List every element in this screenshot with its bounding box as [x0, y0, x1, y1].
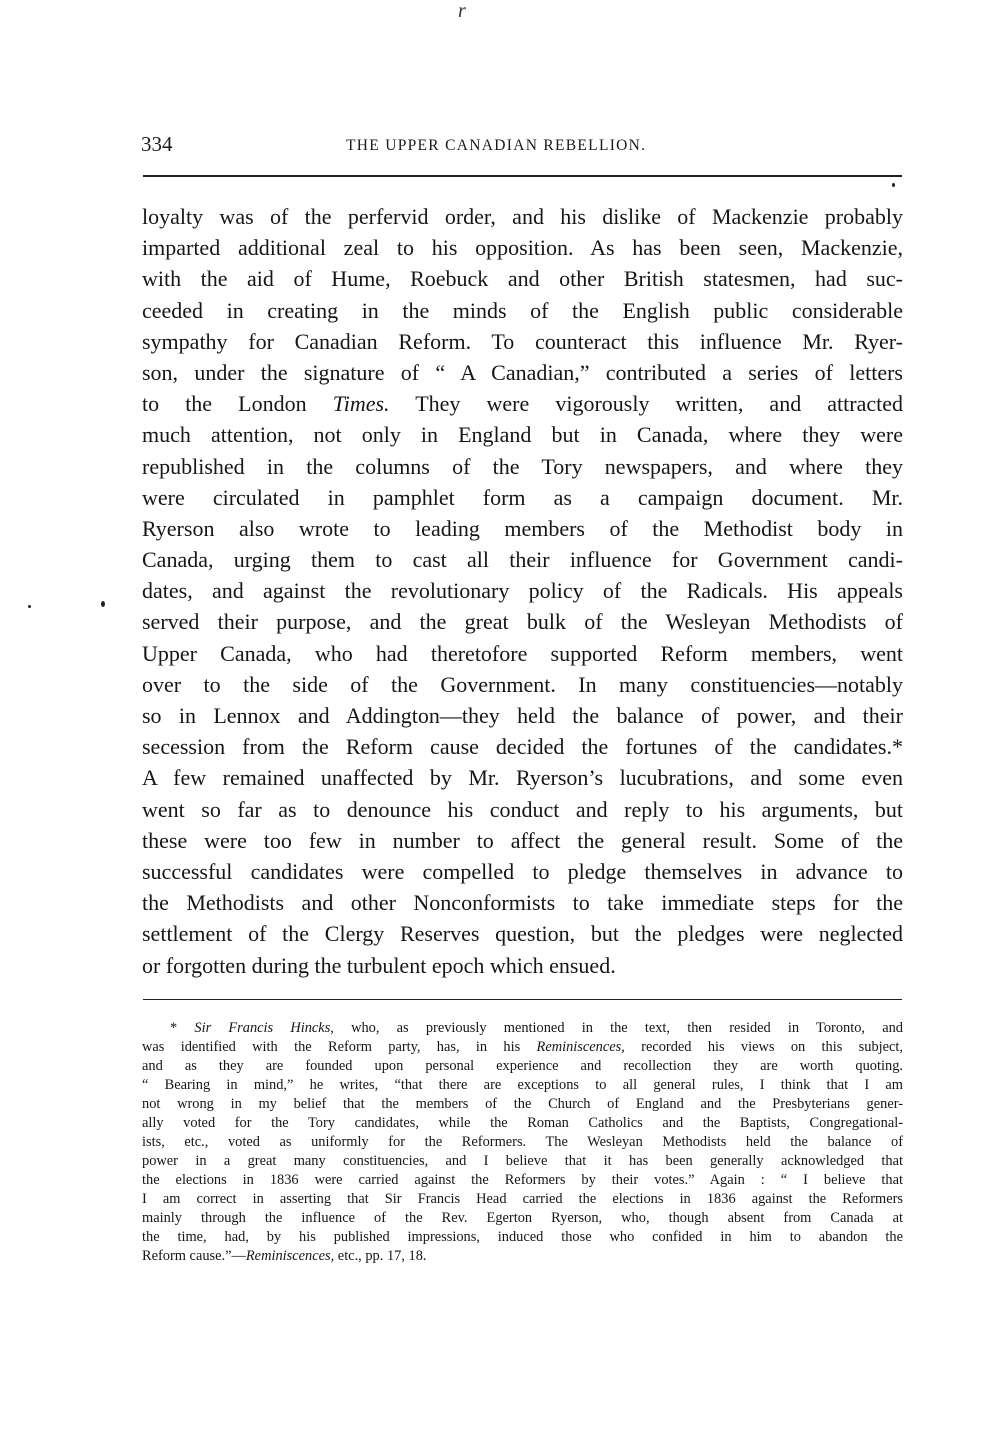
margin-speck	[892, 183, 895, 187]
body-line: much attention, not only in England but in Canada, where they were	[142, 422, 903, 448]
margin-speck	[101, 601, 105, 607]
body-line: A few remained unaffected by Mr. Ryerson’s lucubrations, and some even	[142, 765, 903, 791]
footnote-line: mainly through the influence of the Rev. Egerton Ryerson, who, though absent from Canada at	[142, 1210, 903, 1226]
body-line: Canada, urging them to cast all their influence for Government candi-	[142, 547, 903, 573]
footnote-line: * Sir Francis Hincks, who, as previously mentioned in the text, then resided in Toronto, and	[170, 1020, 903, 1036]
body-line: went so far as to denounce his conduct and reply to his arguments, but	[142, 796, 903, 822]
body-line: dates, and against the revolutionary policy of the Radicals. His appeals	[142, 578, 903, 604]
body-line: so in Lennox and Addington—they held the balance of power, and their	[142, 703, 903, 728]
footnote-line: ists, etc., voted as uniformly for the Reformers. The Wesleyan Methodists held the balance of	[142, 1134, 903, 1150]
body-line: Upper Canada, who had theretofore supported Reform members, went	[142, 640, 903, 666]
stray-mark: r	[458, 0, 466, 22]
body-line: loyalty was of the perfervid order, and his dislike of Mackenzie probably	[142, 204, 903, 229]
footnote-line: Reform cause.”—Reminiscences, etc., pp. 17, 18.	[142, 1248, 427, 1264]
footnote	[142, 1019, 903, 1266]
body-line: Ryerson also wrote to leading members of the Methodist body in	[142, 515, 903, 541]
running-head: THE UPPER CANADIAN REBELLION.	[346, 137, 647, 154]
body-line: sympathy for Canadian Reform. To counteract this influence Mr. Ryer-	[142, 328, 903, 354]
body-line: the Methodists and other Nonconformists to take immediate steps for the	[142, 890, 903, 916]
body-line: with the aid of Hume, Roebuck and other British statesmen, had suc-	[142, 266, 903, 292]
body-line: settlement of the Clergy Reserves question, but the pledges were neglected	[142, 921, 903, 947]
margin-speck	[28, 605, 31, 608]
body-line: to the London Times. They were vigorously written, and attracted	[142, 391, 903, 417]
body-line: or forgotten during the turbulent epoch which ensued.	[142, 952, 616, 978]
footnote-line: was identified with the Reform party, has, in his Reminiscences, recorded his views on this subject,	[142, 1039, 904, 1055]
body-line: son, under the signature of “ A Canadian,” contributed a series of letters	[142, 359, 903, 385]
footnote-line: ally voted for the Tory candidates, while the Roman Catholics and the Baptists, Congregational-	[142, 1115, 903, 1131]
footnote-line: the elections in 1836 were carried against the Reformers by their votes.” Again : “ I believe that	[142, 1172, 903, 1188]
header-rule	[143, 175, 902, 177]
footnote-line: the time, had, by his published impressions, induced those who confided in him to abandon the	[142, 1229, 903, 1245]
body-line: over to the side of the Government. In many constituencies—notably	[142, 671, 903, 697]
body-text	[142, 201, 903, 981]
body-line: ceeded in creating in the minds of the English public considerable	[142, 297, 903, 323]
body-line: imparted additional zeal to his opposition. As has been seen, Mackenzie,	[142, 235, 903, 261]
footnote-line: I am correct in asserting that Sir Francis Head carried the elections in 1836 against the Reformers	[142, 1191, 903, 1207]
footnote-line: “ Bearing in mind,” he writes, “that there are exceptions to all general rules, I think that I am	[142, 1077, 903, 1093]
body-line: secession from the Reform cause decided the fortunes of the candidates.*	[142, 734, 903, 760]
footnote-rule	[143, 999, 902, 1000]
body-line: served their purpose, and the great bulk of the Wesleyan Methodists of	[142, 609, 903, 635]
footnote-line: not wrong in my belief that the members of the Church of England and the Presbyterians gener-	[142, 1096, 903, 1112]
body-line: these were too few in number to affect the general result. Some of the	[142, 827, 903, 853]
body-line: successful candidates were compelled to pledge themselves in advance to	[142, 858, 903, 884]
body-line: republished in the columns of the Tory newspapers, and where they	[142, 453, 903, 479]
footnote-line: and as they are founded upon personal experience and recollection they are worth quoting.	[142, 1058, 903, 1074]
footnote-line: power in a great many constituencies, and I believe that it has been generally acknowledged that	[142, 1153, 903, 1169]
page-number: 334	[141, 132, 173, 156]
body-line: were circulated in pamphlet form as a campaign document. Mr.	[142, 484, 903, 510]
